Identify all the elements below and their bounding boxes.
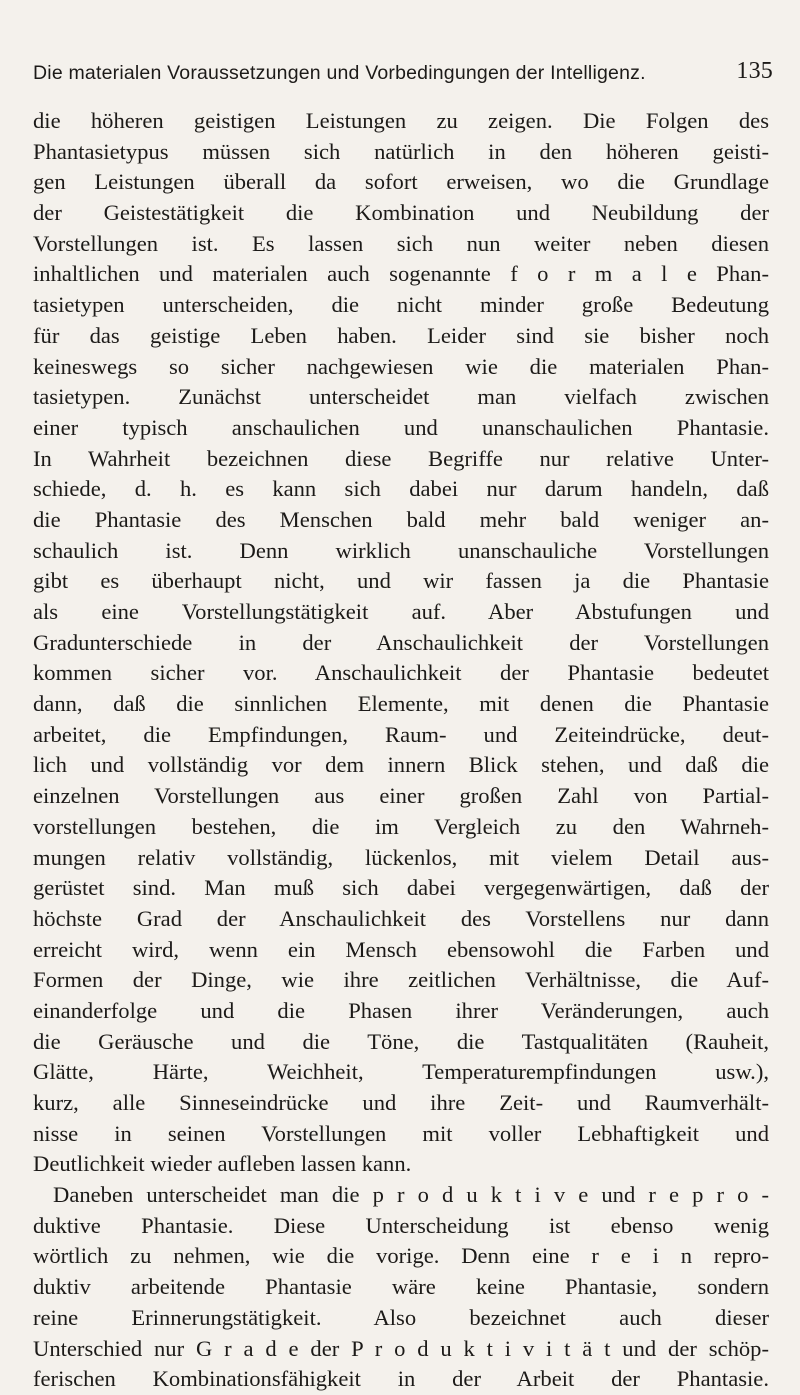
- text-line: inhaltlichen und materialen auch sogenannte f o r m a l e Phan-: [33, 261, 769, 287]
- text-line: tasietypen unterscheiden, die nicht minder große Bedeutung: [33, 292, 769, 318]
- text-line: wörtlich zu nehmen, wie die vorige. Denn eine r e i n repro-: [33, 1243, 769, 1269]
- text-line: die Phantasie des Menschen bald mehr bald weniger an-: [33, 506, 769, 532]
- text-line: die höheren geistigen Leistungen zu zeigen. Die Folgen des: [33, 108, 769, 133]
- text-line: einanderfolge und die Phasen ihrer Veränderungen, auch: [33, 997, 769, 1023]
- text-line: Glätte, Härte, Weichheit, Temperaturempfindungen usw.),: [33, 1059, 769, 1085]
- text-line: Gradunterschiede in der Anschaulichkeit der Vorstellungen: [33, 629, 769, 655]
- running-header-title: Die materialen Voraussetzungen und Vorbedingungen der Intelligenz.: [33, 62, 646, 84]
- text-line: Vorstellungen ist. Es lassen sich nun weiter neben diesen: [33, 230, 769, 256]
- text-line: Phantasietypus müssen sich natürlich in den höheren geisti-: [33, 138, 769, 164]
- paragraph-start-line: Daneben unterscheidet man die p r o d u k t i v e und r e p r o -: [53, 1182, 769, 1208]
- text-line: reine Erinnerungstätigkeit. Also bezeichnet auch dieser: [33, 1304, 769, 1330]
- text-line: gerüstet sind. Man muß sich dabei vergegenwärtigen, daß der: [33, 875, 769, 901]
- text-line: höchste Grad der Anschaulichkeit des Vorstellens nur dann: [33, 905, 769, 931]
- text-line: kurz, alle Sinneseindrücke und ihre Zeit- und Raumverhält-: [33, 1090, 769, 1115]
- text-line: einzelnen Vorstellungen aus einer großen Zahl von Partial-: [33, 783, 769, 809]
- running-header: [33, 58, 773, 85]
- text-line: dann, daß die sinnlichen Elemente, mit denen die Phantasie: [33, 691, 769, 717]
- text-line: erreicht wird, wenn ein Mensch ebensowohl die Farben und: [33, 936, 769, 962]
- text-line: arbeitet, die Empfindungen, Raum- und Zeiteindrücke, deut-: [33, 721, 769, 747]
- text-line: der Geistestätigkeit die Kombination und Neubildung der: [33, 200, 769, 226]
- text-line: kommen sicher vor. Anschaulichkeit der Phantasie bedeutet: [33, 660, 769, 686]
- text-line: schaulich ist. Denn wirklich unanschauliche Vorstellungen: [33, 537, 769, 563]
- text-line: gibt es überhaupt nicht, und wir fassen ja die Phantasie: [33, 568, 769, 594]
- text-line: ferischen Kombinationsfähigkeit in der Arbeit der Phantasie.: [33, 1366, 769, 1392]
- text-line: In Wahrheit bezeichnen diese Begriffe nur relative Unter-: [33, 445, 769, 471]
- text-line: mungen relativ vollständig, lückenlos, mit vielem Detail aus-: [33, 844, 769, 870]
- text-line: duktive Phantasie. Diese Unterscheidung ist ebenso wenig: [33, 1212, 769, 1238]
- text-line: nisse in seinen Vorstellungen mit voller Lebhaftigkeit und: [33, 1120, 769, 1146]
- text-line: die Geräusche und die Töne, die Tastqualitäten (Rauheit,: [33, 1028, 769, 1054]
- body-text: [33, 106, 769, 1395]
- text-line: lich und vollständig vor dem innern Blick stehen, und daß die: [33, 752, 769, 778]
- text-line: gen Leistungen überall da sofort erweisen, wo die Grundlage: [33, 169, 769, 195]
- text-line: schiede, d. h. es kann sich dabei nur darum handeln, daß: [33, 476, 769, 502]
- text-line: Unterschied nur G r a d e der P r o d u k t i v i t ä t und der schöp-: [33, 1335, 769, 1361]
- text-line: keineswegs so sicher nachgewiesen wie die materialen Phan-: [33, 353, 769, 379]
- text-line: vorstellungen bestehen, die im Vergleich zu den Wahrneh-: [33, 813, 769, 839]
- text-line: duktiv arbeitende Phantasie wäre keine Phantasie, sondern: [33, 1274, 769, 1300]
- text-line: für das geistige Leben haben. Leider sind sie bisher noch: [33, 322, 769, 348]
- text-line: Formen der Dinge, wie ihre zeitlichen Verhältnisse, die Auf-: [33, 967, 769, 993]
- text-line: tasietypen. Zunächst unterscheidet man vielfach zwischen: [33, 384, 769, 410]
- paragraph-end-line: Deutlichkeit wieder aufleben lassen kann.: [33, 1151, 412, 1177]
- text-line: als eine Vorstellungstätigkeit auf. Aber Abstufungen und: [33, 599, 769, 624]
- text-line: einer typisch anschaulichen und unanschaulichen Phantasie.: [33, 414, 769, 440]
- page-number: 135: [736, 58, 773, 84]
